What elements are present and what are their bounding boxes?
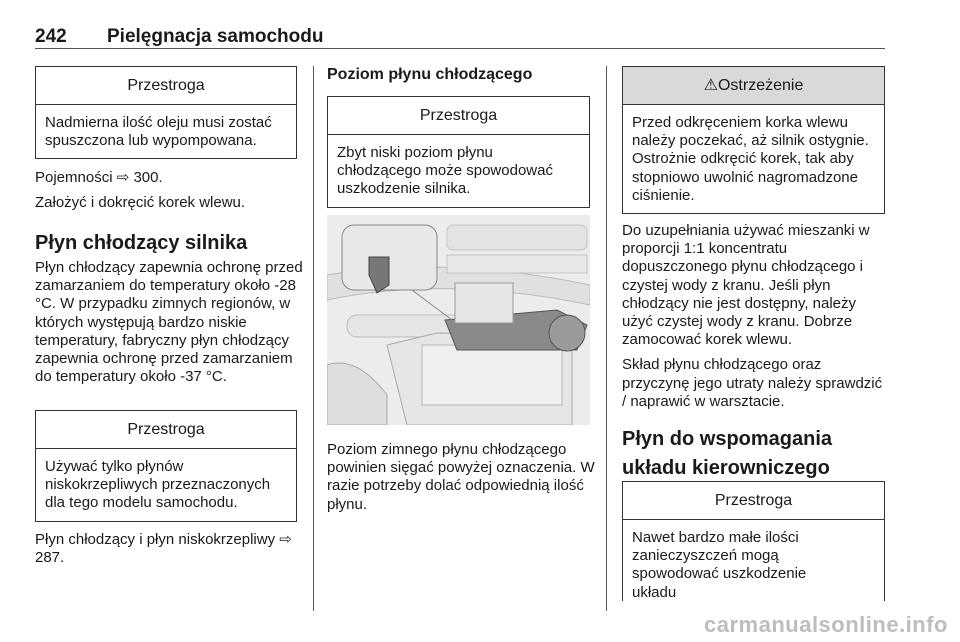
refill-paragraph: Do uzupełniania używać mieszanki w proporcji 1:1 koncentratu dopuszczonego płynu chłodzącego i czystej wody z kranu. Jeśli płyn chłodzący nie jest dostępny, należy użyć czystej wody z kranu. Dobrze zamocować korek wlewu. (622, 222, 870, 349)
coolant-paragraph: Płyn chłodzący zapewnia ochronę przed zamarzaniem do temperatury około -28 °C. W przypadku zimnych regionów, w których występują bardzo niskie temperatury, fabryczny płyn chłodzący zapewnia ochronę przed zamarzaniem do temperatury około -37 °C. (35, 259, 303, 386)
caution-title: Przestroga (36, 67, 296, 105)
left-text (35, 169, 300, 219)
caution-box (622, 481, 885, 601)
page-number: 242 (35, 26, 67, 47)
inspection-paragraph: Skład płynu chłodzącego oraz przyczynę jego utraty należy sprawdzić / naprawić w warsztacie. (622, 356, 883, 410)
section-heading: Płyn do wspomagania układu kierowniczego (622, 428, 833, 479)
engine-coolant-image (327, 215, 590, 425)
caution-body: Używać tylko płynów niskokrzepliwych przeznaczonych dla tego modelu samochodu. (45, 458, 271, 512)
caution-body: Zbyt niski poziom płynu chłodzącego może spowodować uszkodzenie silnika. (337, 144, 553, 198)
column-divider (606, 66, 607, 611)
header-divider (35, 48, 885, 49)
warning-box (622, 66, 885, 214)
caution-title: Przestroga (36, 411, 296, 449)
caution-box (35, 66, 297, 159)
page-header (35, 26, 323, 48)
column-divider (313, 66, 314, 611)
caution-body: Nawet bardzo małe ilości zanieczyszczeń mogą spowodować uszkodzenie układu (632, 529, 807, 601)
caution-box (35, 410, 297, 522)
capacity-reference[interactable]: Pojemności ⇨ 300. (35, 169, 163, 186)
caution-title: Przestroga (328, 97, 589, 135)
watermark: carmanualsonline.info (704, 612, 948, 637)
caution-title: Przestroga (623, 482, 884, 520)
section-heading: Poziom płynu chłodzącego (327, 66, 533, 83)
caution-box (327, 96, 590, 208)
section-heading: Płyn chłodzący silnika (35, 232, 248, 254)
warning-body: Przed odkręceniem korka wlewu należy poczekać, aż silnik ostygnie. Ostrożnie odkręcić korek, tak aby stopniowo uwolnić nagromadzone ciśnienie. (632, 114, 869, 204)
warning-triangle-icon: ⚠ (703, 77, 718, 94)
caution-body: Nadmierna ilość oleju musi zostać spuszczona lub wypompowana. (45, 114, 272, 150)
chapter-title: Pielęgnacja samochodu (107, 26, 324, 47)
image-caption: Poziom zimnego płynu chłodzącego powinien sięgać powyżej oznaczenia. W razie potrzeby dolać odpowiednią ilość płynu. (327, 441, 595, 513)
right-text (622, 222, 890, 418)
coolant-reference[interactable]: Płyn chłodzący i płyn niskokrzepliwy ⇨ 287. (35, 531, 292, 567)
warning-title: Ostrzeżenie (717, 77, 804, 94)
refit-instruction: Założyć i dokręcić korek wlewu. (35, 194, 246, 212)
